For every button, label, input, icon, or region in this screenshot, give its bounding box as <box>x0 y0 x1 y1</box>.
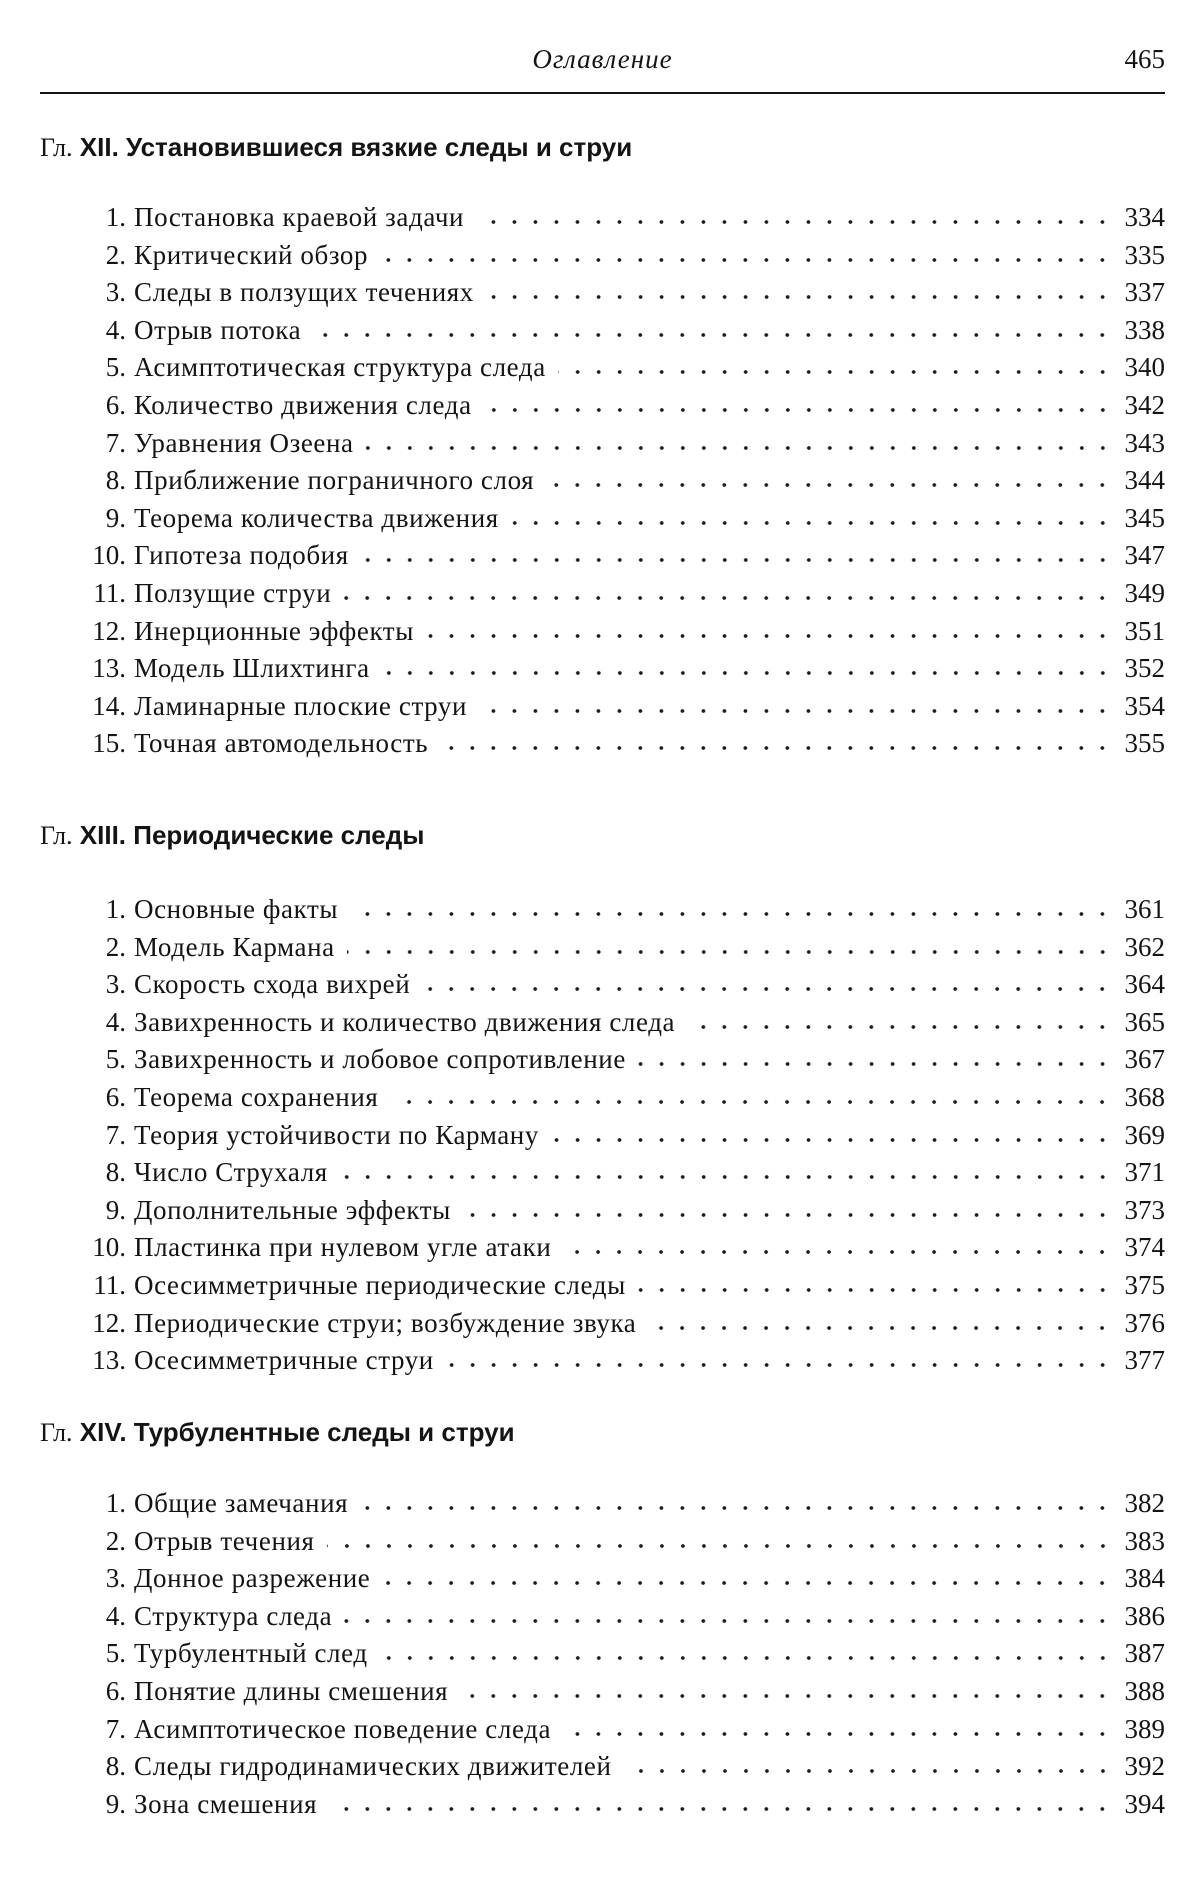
entry-title: Теорема количества движения <box>134 502 499 533</box>
entry-number: 2. <box>105 239 126 270</box>
dot-leader <box>440 744 1113 752</box>
entry-title: Модель Кармана <box>134 931 335 962</box>
entry-title: Завихренность и лобовое сопротивление <box>134 1044 626 1075</box>
entry-title: Основные факты <box>134 894 339 924</box>
entry-number: 9. <box>105 1194 126 1225</box>
toc-entry[interactable] <box>40 726 1165 760</box>
toc-entry[interactable] <box>40 1268 1165 1302</box>
entry-number: 3. <box>105 1563 126 1594</box>
entry-number: 8. <box>105 1157 126 1188</box>
entry-page: 334 <box>1124 202 1165 232</box>
entry-page: 362 <box>1124 931 1165 962</box>
entry-title: Структура следа <box>134 1600 333 1631</box>
toc-entry[interactable] <box>40 651 1165 685</box>
entry-number: 1. <box>105 894 126 924</box>
toc-entry[interactable] <box>40 1561 1165 1595</box>
entry-number: 7. <box>105 427 126 458</box>
toc-entry[interactable] <box>40 1636 1165 1670</box>
entry-number: 9. <box>105 502 126 533</box>
entry-title: Теорема сохранения <box>134 1082 379 1112</box>
dot-leader <box>329 1805 1113 1813</box>
entry-title: Осесимметричные периодические следы <box>134 1270 626 1300</box>
entry-page: 373 <box>1124 1194 1165 1225</box>
dot-leader <box>563 1248 1113 1256</box>
entry-page: 374 <box>1124 1232 1165 1263</box>
toc-entry[interactable] <box>40 200 1165 234</box>
toc-entry[interactable] <box>40 1599 1165 1633</box>
entry-page: 361 <box>1124 894 1165 924</box>
entry-page: 383 <box>1124 1525 1165 1556</box>
dot-leader <box>463 1211 1113 1219</box>
dot-leader <box>360 1504 1113 1512</box>
entry-page: 347 <box>1124 540 1165 571</box>
entry-title: Следы в ползущих течениях <box>134 277 474 308</box>
toc-entry[interactable] <box>40 426 1165 460</box>
toc-entry[interactable] <box>40 930 1165 964</box>
toc-entry[interactable] <box>40 1712 1165 1746</box>
dot-leader <box>343 594 1113 602</box>
toc-entry[interactable] <box>40 1042 1165 1076</box>
entry-number: 12. <box>92 1307 126 1338</box>
dot-leader <box>327 1542 1113 1550</box>
dot-leader <box>546 481 1113 489</box>
entry-title: Скорость схода вихрей <box>134 969 411 1000</box>
entry-page: 343 <box>1124 427 1165 458</box>
entry-number: 5. <box>105 352 126 383</box>
entry-title: Отрыв потока <box>134 314 302 345</box>
entry-number: 9. <box>105 1788 126 1819</box>
chapter-heading <box>40 820 424 851</box>
dot-leader <box>380 1654 1113 1662</box>
entry-page: 377 <box>1124 1345 1165 1376</box>
dot-leader <box>366 444 1113 452</box>
toc-entry[interactable] <box>40 388 1165 422</box>
toc-entry[interactable] <box>40 1193 1165 1227</box>
dot-leader <box>313 331 1113 339</box>
entry-number: 10. <box>92 540 126 571</box>
entry-title: Асимптотическое поведение следа <box>134 1713 552 1744</box>
chapter-heading <box>40 132 632 163</box>
entry-number: 2. <box>105 1525 126 1556</box>
entry-page: 387 <box>1124 1638 1165 1669</box>
entry-page: 342 <box>1124 390 1165 420</box>
entry-number: 13. <box>92 1345 126 1376</box>
entry-title: Дополнительные эффекты <box>134 1194 451 1225</box>
toc-entry[interactable] <box>40 1155 1165 1189</box>
entry-number: 11. <box>93 578 126 608</box>
toc-entry[interactable] <box>40 1306 1165 1340</box>
chapter-prefix: Гл. <box>40 821 73 850</box>
entry-number: 10. <box>92 1232 126 1263</box>
entry-number: 8. <box>105 1751 126 1782</box>
entry-number: 6. <box>105 1676 126 1706</box>
entry-title: Отрыв течения <box>134 1525 315 1556</box>
dot-leader <box>380 256 1113 264</box>
entry-title: Теория устойчивости по Карману <box>134 1119 539 1150</box>
entry-number: 11. <box>93 1270 126 1300</box>
entry-title: Асимптотическая структура следа <box>134 352 546 383</box>
entry-number: 7. <box>105 1119 126 1150</box>
toc-entry[interactable] <box>40 1749 1165 1783</box>
entry-page: 394 <box>1124 1788 1165 1819</box>
entry-page: 375 <box>1124 1270 1165 1300</box>
entry-title: Турбулентный след <box>134 1638 368 1669</box>
entry-title: Постановка краевой задачи <box>134 202 465 232</box>
chapter-prefix: Гл. <box>40 1418 73 1447</box>
toc-entry[interactable] <box>40 275 1165 309</box>
entry-page: 384 <box>1124 1563 1165 1594</box>
entry-title: Завихренность и количество движения следа <box>134 1006 676 1037</box>
dot-leader <box>426 632 1113 640</box>
dot-leader <box>476 218 1113 226</box>
chapter-title: XII. Установившиеся вязкие следы и струи <box>79 132 633 162</box>
toc-entry[interactable] <box>40 1486 1165 1520</box>
entry-title: Инерционные эффекты <box>134 615 414 646</box>
entry-page: 340 <box>1124 352 1165 383</box>
entry-number: 15. <box>92 728 126 759</box>
toc-entry[interactable] <box>40 538 1165 572</box>
entry-page: 351 <box>1124 615 1165 646</box>
dot-leader <box>340 1173 1113 1181</box>
entry-page: 338 <box>1124 314 1165 345</box>
entry-number: 4. <box>105 1006 126 1037</box>
entry-title: Пластинка при нулевом угле атаки <box>134 1232 552 1263</box>
dot-leader <box>486 293 1113 301</box>
dot-leader <box>422 985 1113 993</box>
toc-entry[interactable] <box>40 892 1165 926</box>
toc-entry[interactable] <box>40 313 1165 347</box>
toc-entry[interactable] <box>40 350 1165 384</box>
dot-leader <box>687 1023 1113 1031</box>
entry-number: 14. <box>92 690 126 721</box>
entry-title: Периодические струи; возбуждение звука <box>134 1307 637 1338</box>
entry-page: 368 <box>1124 1082 1165 1112</box>
toc-entry[interactable] <box>40 1524 1165 1558</box>
entry-page: 386 <box>1124 1600 1165 1631</box>
dot-leader <box>624 1767 1113 1775</box>
dot-leader <box>479 707 1113 715</box>
entry-number: 1. <box>105 202 126 232</box>
entry-title: Приближение пограничного слоя <box>134 465 535 496</box>
dot-leader <box>347 948 1113 956</box>
entry-number: 6. <box>105 1082 126 1112</box>
entry-title: Число Струхаля <box>134 1157 328 1188</box>
dot-leader <box>551 1136 1113 1144</box>
entry-page: 337 <box>1124 277 1165 308</box>
toc-entry[interactable] <box>40 463 1165 497</box>
entry-page: 392 <box>1124 1751 1165 1782</box>
entry-number: 3. <box>105 969 126 1000</box>
entry-page: 335 <box>1124 239 1165 270</box>
toc-entry[interactable] <box>40 1230 1165 1264</box>
entry-title: Ламинарные плоские струи <box>134 690 468 721</box>
toc-entry[interactable] <box>40 501 1165 535</box>
header-rule <box>40 92 1165 94</box>
entry-page: 376 <box>1124 1307 1165 1338</box>
entry-page: 388 <box>1124 1676 1165 1706</box>
entry-number: 7. <box>105 1713 126 1744</box>
toc-entry[interactable] <box>40 1787 1165 1821</box>
toc-entry[interactable] <box>40 238 1165 272</box>
toc-entry[interactable] <box>40 1080 1165 1114</box>
dot-leader <box>361 556 1113 564</box>
chapter-prefix: Гл. <box>40 133 73 162</box>
dot-leader <box>446 1361 1113 1369</box>
entry-title: Точная автомодельность <box>134 728 429 759</box>
toc-entry[interactable] <box>40 689 1165 723</box>
entry-page: 345 <box>1124 502 1165 533</box>
dot-leader <box>390 1098 1113 1106</box>
dot-leader <box>648 1324 1113 1332</box>
toc-entry[interactable] <box>40 614 1165 648</box>
entry-page: 371 <box>1124 1157 1165 1188</box>
entry-title: Количество движения следа <box>134 390 472 420</box>
toc-entry[interactable] <box>40 1343 1165 1377</box>
entry-number: 3. <box>105 277 126 308</box>
entry-title: Понятие длины смешения <box>134 1676 449 1706</box>
entry-number: 13. <box>92 653 126 684</box>
entry-title: Гипотеза подобия <box>134 540 349 571</box>
dot-leader <box>638 1286 1113 1294</box>
entry-title: Осесимметричные струи <box>134 1345 434 1376</box>
entry-title: Критический обзор <box>134 239 369 270</box>
running-title: Оглавление <box>532 44 673 74</box>
entry-page: 355 <box>1124 728 1165 759</box>
entry-number: 1. <box>105 1488 126 1518</box>
entry-page: 369 <box>1124 1119 1165 1150</box>
dot-leader <box>344 1617 1113 1625</box>
entry-page: 364 <box>1124 969 1165 1000</box>
entry-page: 354 <box>1124 690 1165 721</box>
dot-leader <box>460 1692 1113 1700</box>
entry-number: 5. <box>105 1044 126 1075</box>
toc-entry[interactable] <box>40 576 1165 610</box>
dot-leader <box>382 1579 1113 1587</box>
entry-number: 4. <box>105 314 126 345</box>
entry-title: Ползущие струи <box>134 578 332 608</box>
dot-leader <box>563 1730 1113 1738</box>
dot-leader <box>382 669 1113 677</box>
entry-title: Донное разрежение <box>134 1563 371 1594</box>
chapter-heading <box>40 1417 515 1448</box>
toc-entry[interactable] <box>40 967 1165 1001</box>
dot-leader <box>638 1060 1113 1068</box>
entry-page: 344 <box>1124 465 1165 496</box>
entry-page: 367 <box>1124 1044 1165 1075</box>
toc-entry[interactable] <box>40 1005 1165 1039</box>
dot-leader <box>350 910 1113 918</box>
entry-page: 365 <box>1124 1006 1165 1037</box>
entry-number: 6. <box>105 390 126 420</box>
entry-title: Зона смешения <box>134 1788 318 1819</box>
dot-leader <box>558 368 1113 376</box>
page-number: 465 <box>1124 44 1165 74</box>
entry-number: 8. <box>105 465 126 496</box>
chapter-title: XIII. Периодические следы <box>79 820 425 850</box>
entry-page: 352 <box>1124 653 1165 684</box>
entry-page: 389 <box>1124 1713 1165 1744</box>
entry-title: Уравнения Озеена <box>134 427 354 458</box>
entry-number: 4. <box>105 1600 126 1631</box>
toc-entry[interactable] <box>40 1674 1165 1708</box>
running-head <box>40 44 1165 94</box>
entry-title: Общие замечания <box>134 1488 349 1518</box>
entry-number: 5. <box>105 1638 126 1669</box>
entry-page: 349 <box>1124 578 1165 608</box>
chapter-title: XIV. Турбулентные следы и струи <box>79 1417 515 1447</box>
entry-number: 12. <box>92 615 126 646</box>
entry-page: 382 <box>1124 1488 1165 1518</box>
dot-leader <box>484 406 1113 414</box>
toc-entry[interactable] <box>40 1118 1165 1152</box>
dot-leader <box>511 519 1113 527</box>
entry-number: 2. <box>105 931 126 962</box>
entry-title: Модель Шлихтинга <box>134 653 370 684</box>
entry-title: Следы гидродинамических движителей <box>134 1751 612 1782</box>
